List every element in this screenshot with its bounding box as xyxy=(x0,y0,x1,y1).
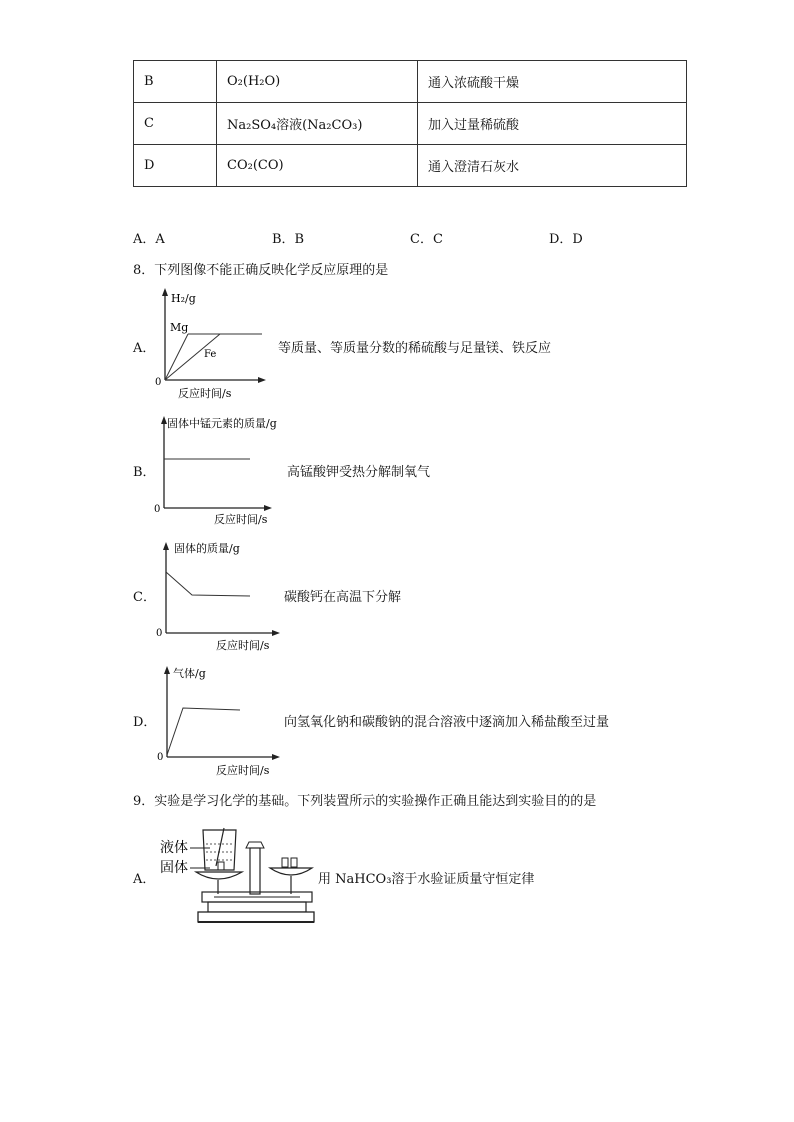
q8-option-c-label[interactable]: C． xyxy=(133,590,156,605)
q8-option-d-text: 向氢氧化钠和碳酸钠的混合溶液中逐滴加入稀盐酸至过量 xyxy=(284,715,610,730)
q7-option-c[interactable]: C．C xyxy=(410,232,443,247)
q7-option-d[interactable]: D．D xyxy=(549,232,583,247)
table-row xyxy=(134,145,687,187)
q8-b-xlabel: 反应时间/s xyxy=(214,513,268,526)
q8-d-xlabel: 反应时间/s xyxy=(216,764,270,777)
q8-option-b-text: 高锰酸钾受热分解制氧气 xyxy=(287,465,431,480)
q8-b-graph xyxy=(150,412,300,530)
q8-a-graph xyxy=(150,286,280,406)
table-cell-substance: Na₂SO₄溶液(Na₂CO₃) xyxy=(217,103,418,145)
q9-option-a-label[interactable]: A． xyxy=(133,872,156,887)
q7-option-a[interactable]: A．A xyxy=(133,232,165,247)
q9-option-a-text: 用 NaHCO₃溶于水验证质量守恒定律 xyxy=(318,872,535,887)
q8-option-c-text: 碳酸钙在高温下分解 xyxy=(284,590,402,605)
q8-c-xlabel: 反应时间/s xyxy=(216,639,270,652)
q8-a-xlabel: 反应时间/s xyxy=(178,387,232,400)
q8-option-d-label[interactable]: D． xyxy=(133,715,157,730)
table-row xyxy=(134,103,687,145)
q8-option-a-text: 等质量、等质量分数的稀硫酸与足量镁、铁反应 xyxy=(278,341,552,356)
q8-option-b-label[interactable]: B． xyxy=(133,465,156,480)
q8-d-origin: 0 xyxy=(157,752,164,763)
table-cell-substance: CO₂(CO) xyxy=(217,145,418,187)
q7-option-b[interactable]: B．B xyxy=(272,232,305,247)
q8-c-ylabel: 固体的质量/g xyxy=(174,542,240,555)
table-cell-method: 加入过量稀硫酸 xyxy=(418,103,687,145)
table-cell-method: 通入澄清石灰水 xyxy=(418,145,687,187)
q8-option-a-label[interactable]: A． xyxy=(133,341,156,356)
table-cell-option: C xyxy=(134,103,217,145)
q9-solid-label: 固体 xyxy=(160,860,188,876)
q8-a-ylabel: H₂/g xyxy=(171,292,196,305)
table-cell-method: 通入浓硫酸干燥 xyxy=(418,61,687,103)
q9-stem: 9．实验是学习化学的基础。下列装置所示的实验操作正确且能达到实验目的的是 xyxy=(133,794,597,809)
table-cell-substance: O₂(H₂O) xyxy=(217,61,418,103)
q8-b-ylabel: 固体中锰元素的质量/g xyxy=(167,417,277,430)
table-cell-option: B xyxy=(134,61,217,103)
reagent-table xyxy=(133,60,687,187)
q9-a-balance-figure xyxy=(158,822,318,926)
q8-a-series-fe: Fe xyxy=(204,349,217,360)
q8-b-origin: 0 xyxy=(154,504,161,515)
table-cell-option: D xyxy=(134,145,217,187)
q8-stem: 8．下列图像不能正确反映化学反应原理的是 xyxy=(133,263,389,278)
q8-c-graph xyxy=(150,538,290,656)
q8-d-ylabel: 气体/g xyxy=(173,667,206,680)
q8-d-graph xyxy=(150,660,290,780)
q9-liquid-label: 液体 xyxy=(160,840,188,856)
table-row xyxy=(134,61,687,103)
q8-a-origin: 0 xyxy=(155,377,162,388)
q8-c-origin: 0 xyxy=(156,628,163,639)
q8-a-series-mg: Mg xyxy=(170,321,189,334)
